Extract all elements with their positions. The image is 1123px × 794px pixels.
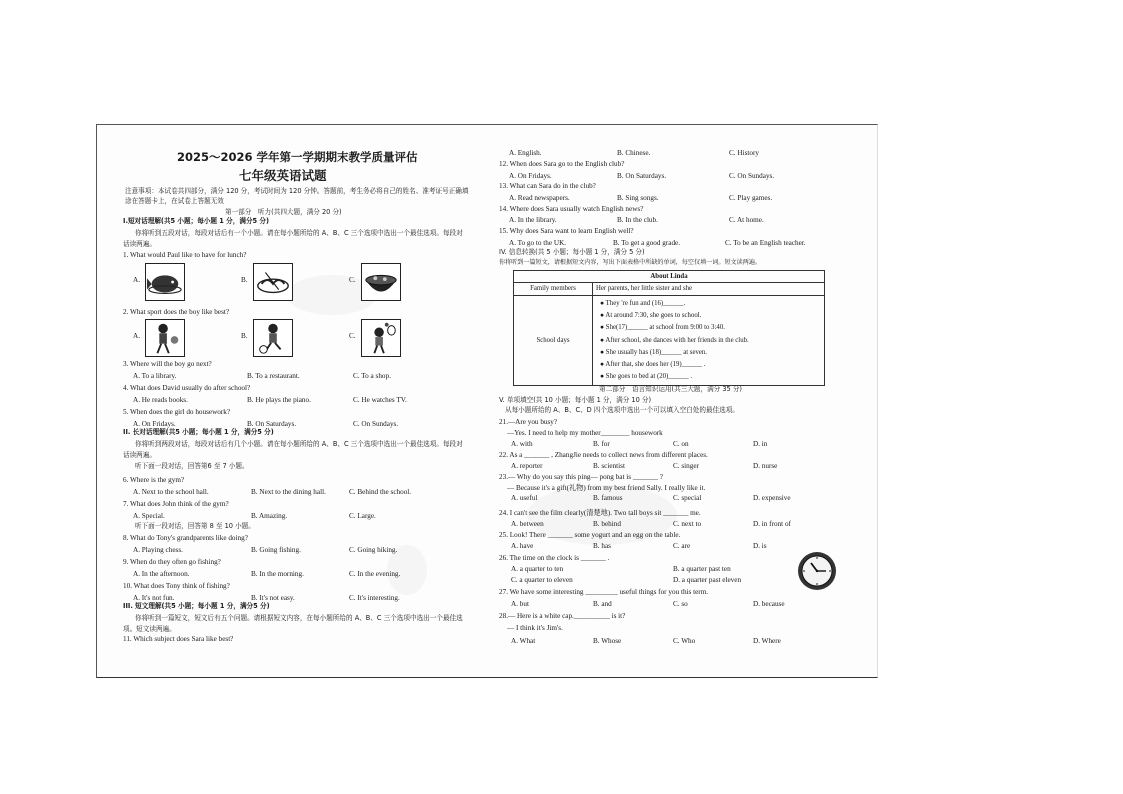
question-26: 26. The time on the clock is _______ .	[499, 554, 610, 562]
question-21: 21.—Are you busy?	[499, 418, 558, 426]
q12-option-a: A. On Fridays.	[509, 172, 552, 180]
q23-option-b: B. famous	[593, 494, 623, 502]
q9-option-c: C. In the evening.	[349, 570, 401, 578]
section2-title: II. 长对话理解(共5 小题；每小题 1 分，满分5 分)	[123, 428, 274, 436]
q6-option-b: B. Next to the dining hall.	[251, 488, 326, 496]
section2-instructions: 你将听到两段对话，每段对话后有几个小题。请在每小题所给的 A、B、C 三个选项中选出一个最佳选项。每段对话读两遍。	[123, 440, 463, 459]
question-10: 10. What does Tony think of fishing?	[123, 582, 230, 590]
q4-option-c: C. He watches TV.	[353, 396, 407, 404]
q5-option-b: B. On Saturdays.	[247, 420, 297, 428]
q2-option-a-label: A.	[133, 332, 140, 340]
q12-option-c: C. On Sundays.	[729, 172, 775, 180]
question-7: 7. What does John think of the gym?	[123, 500, 229, 508]
q21-option-a: A. with	[511, 440, 533, 448]
q22-option-d: D. nurse	[753, 462, 778, 470]
school-days-label: School days	[514, 296, 593, 386]
question-21-reply: —Yes. I need to help my mother________ housework	[507, 429, 663, 437]
q27-option-c: C. so	[673, 600, 688, 608]
q22-option-c: C. singer	[673, 462, 699, 470]
q7-option-b: B. Amazing.	[251, 512, 288, 520]
noodles-picture	[253, 263, 293, 301]
section5-title: V. 单项填空(共 10 小题；每小题 1 分，满分 10 分)	[499, 396, 652, 404]
q8-option-a: A. Playing chess.	[133, 546, 183, 554]
question-22: 22. As a _______ , ZhangJie needs to collect news from different places.	[499, 451, 708, 459]
section1-instructions: 你将听到五段对话，每段对话后有一个小题。请在每小题所给的 A、B、C 三个选项中选出一个最佳选项。每段对话读两遍。	[123, 229, 463, 248]
q27-option-d: D. because	[753, 600, 785, 608]
q28-option-a: A. What	[511, 637, 536, 645]
q15-option-a: A. To go to the UK.	[509, 239, 567, 247]
school-day-item: ● After school, she dances with her friends in the club.	[600, 336, 749, 344]
question-27: 27. We have some interesting _________ useful things for you this term.	[499, 588, 709, 596]
section3-title: III. 短文理解(共5 小题；每小题 1 分，满分5 分)	[123, 602, 270, 610]
q24-option-c: C. next to	[673, 520, 702, 528]
school-day-item: ● She(17)______ at school from 9:00 to 3:40.	[600, 324, 725, 332]
question-28: 28.— Here is a white cap.__________ is it?	[499, 612, 626, 620]
question-28-reply: — I think it's Jim's.	[507, 624, 563, 632]
school-day-item: ● They 're fun and (16)______.	[600, 300, 686, 307]
section4-instructions: 你将听到一篇短文，请根据短文内容，写出下面表格中所缺的单词，每空仅填一词。短文读两遍。	[499, 259, 762, 266]
table-title: About Linda	[514, 271, 825, 283]
q21-option-d: D. in	[753, 440, 768, 448]
question-15: 15. Why does Sara want to learn English well?	[499, 227, 634, 235]
q21-option-c: C. on	[673, 440, 689, 448]
school-day-item: ● She usually has (18)______ at seven.	[600, 348, 707, 356]
basketball-boy-picture	[145, 319, 185, 357]
q3-option-a: A. To a library.	[133, 372, 177, 380]
q2-option-c-label: C.	[349, 332, 356, 340]
question-3: 3. Where will the boy go next?	[123, 360, 212, 368]
q24-option-d: D. in front of	[753, 520, 791, 528]
exam-sheet	[96, 124, 878, 678]
q8-option-c: C. Going hiking.	[349, 546, 398, 554]
q26-option-b: B. a quarter past ten	[673, 565, 731, 573]
section2-sub2: 听下面一段对话，回答第 8 至 10 小题。	[135, 522, 255, 530]
q25-option-d: D. is	[753, 542, 767, 550]
q28-option-c: C. Who	[673, 637, 696, 645]
question-4: 4. What does David usually do after school?	[123, 384, 251, 392]
q1-option-a-label: A.	[133, 276, 140, 284]
section3-instructions: 你将听到一篇短文，短文后有五个问题。请根据短文内容，在每小题所给的 A、B、C 三个选项中选出一个最佳选项。短文读两遍。	[123, 614, 463, 633]
section5-instructions: 从每小题所给的 A、B、C、D 四个选项中选出一个可以填入空白处的最佳选项。	[505, 406, 739, 414]
school-day-item: ● She goes to bed at (20)______ .	[600, 373, 693, 381]
q3-option-b: B. To a restaurant.	[247, 372, 300, 380]
exam-title: 2025～2026 学年第一学期期末教学质量评估	[177, 150, 418, 164]
q15-option-b: B. To get a good grade.	[613, 239, 681, 247]
question-23-reply: — Because it's a gift(礼物) from my best friend Sally. I really like it.	[507, 484, 706, 492]
q2-option-b-label: B.	[241, 332, 248, 340]
q10-option-c: C. It's interesting.	[349, 594, 400, 602]
q11-option-c: C. History	[729, 149, 759, 157]
q26-option-c: C. a quarter to eleven	[511, 576, 573, 584]
q4-option-b: B. He plays the piano.	[247, 396, 311, 404]
school-day-item: ● At around 7:30, she goes to school.	[600, 312, 702, 320]
q10-option-a: A. It's not fun.	[133, 594, 175, 602]
q10-option-b: B. It's not easy.	[251, 594, 295, 602]
question-11: 11. Which subject does Sara like best?	[123, 635, 234, 643]
q25-option-a: A. have	[511, 542, 534, 550]
q23-option-a: A. useful	[511, 494, 538, 502]
q22-option-b: B. scientist	[593, 462, 625, 470]
q14-option-a: A. In the library.	[509, 216, 557, 224]
question-25: 25. Look! There _______ some yogurt and an egg on the table.	[499, 531, 681, 539]
football-boy-picture	[253, 319, 293, 357]
about-linda-table	[513, 270, 825, 386]
q26-option-a: A. a quarter to ten	[511, 565, 564, 573]
q5-option-c: C. On Sundays.	[353, 420, 399, 428]
question-2: 2. What sport does the boy like best?	[123, 308, 230, 316]
q9-option-b: B. In the morning.	[251, 570, 304, 578]
q21-option-b: B. for	[593, 440, 610, 448]
section4-title: IV. 信息转换(共 5 小题；每小题 1 分，满分 5 分)	[499, 248, 645, 256]
family-members-label: Family members	[514, 283, 593, 296]
q13-option-b: B. Sing songs.	[617, 194, 659, 202]
section1-title: I.短对话理解(共5 小题；每小题 1 分，满分5 分)	[123, 217, 270, 225]
fish-picture	[145, 263, 185, 301]
q25-option-b: B. has	[593, 542, 611, 550]
question-23: 23.— Why do you say this ping— pong bat is _______ ?	[499, 473, 663, 481]
q22-option-a: A. reporter	[511, 462, 543, 470]
q24-option-b: B. behind	[593, 520, 621, 528]
q11-option-b: B. Chinese.	[617, 149, 651, 157]
clock-picture	[797, 551, 837, 591]
question-1: 1. What would Paul like to have for lunch?	[123, 251, 247, 259]
question-6: 6. Where is the gym?	[123, 476, 185, 484]
q24-option-a: A. between	[511, 520, 544, 528]
q15-option-c: C. To be an English teacher.	[725, 239, 806, 247]
q23-option-d: D. expensive	[753, 494, 791, 502]
question-13: 13. What can Sara do in the club?	[499, 182, 596, 190]
q14-option-b: B. In the club.	[617, 216, 658, 224]
q28-option-b: B. Whose	[593, 637, 622, 645]
q5-option-a: A. On Fridays.	[133, 420, 176, 428]
q28-option-d: D. Where	[753, 637, 781, 645]
q27-option-b: B. and	[593, 600, 612, 608]
part1-title: 第一部分 听力(共四大题，满分 20 分)	[225, 208, 342, 216]
q13-option-c: C. Play games.	[729, 194, 773, 202]
q13-option-a: A. Read newspapers.	[509, 194, 570, 202]
question-12: 12. When does Sara go to the English club?	[499, 160, 625, 168]
q6-option-c: C. Behind the school.	[349, 488, 412, 496]
q9-option-a: A. In the afternoon.	[133, 570, 190, 578]
q4-option-a: A. He reads books.	[133, 396, 188, 404]
q7-option-a: A. Special.	[133, 512, 165, 520]
question-14: 14. Where does Sara usually watch English news?	[499, 205, 644, 213]
question-9: 9. When do they often go fishing?	[123, 558, 221, 566]
q26-option-d: D. a quarter past eleven	[673, 576, 742, 584]
q8-option-b: B. Going fishing.	[251, 546, 301, 554]
exam-subtitle: 七年级英语试题	[239, 168, 327, 183]
soup-bowl-picture	[361, 263, 401, 301]
q27-option-a: A. but	[511, 600, 529, 608]
question-5: 5. When does the girl do housework?	[123, 408, 231, 416]
q3-option-c: C. To a shop.	[353, 372, 391, 380]
school-days-list	[593, 296, 825, 386]
q25-option-c: C. are	[673, 542, 691, 550]
part2-title: 第二部分 语言知识运用(共三大题，满分 35 分)	[599, 385, 743, 393]
q14-option-c: C. At home.	[729, 216, 764, 224]
q23-option-c: C. special	[673, 494, 702, 502]
notice: 注意事项：本试卷共四部分，满分 120 分，考试时间为 120 分钟。答题前，考生务必将自己的姓名、准考证号正确填涂在答题卡上，在试卷上答题无效	[125, 187, 469, 205]
q7-option-c: C. Large.	[349, 512, 376, 520]
question-24: 24. I can't see the film clearly(清楚地). Two tall boys sit _______ me.	[499, 509, 701, 517]
q11-option-a: A. English.	[509, 149, 542, 157]
tennis-boy-picture	[361, 319, 401, 357]
school-day-item: ● After that, she does her (19)______ .	[600, 361, 706, 369]
q1-option-b-label: B.	[241, 276, 248, 284]
family-members-value: Her parents, her little sister and she	[593, 283, 825, 296]
question-8: 8. What do Tony's grandparents like doing?	[123, 534, 248, 542]
q12-option-b: B. On Saturdays.	[617, 172, 667, 180]
section2-sub1: 听下面一段对话，回答第6 至 7 小题。	[135, 462, 249, 470]
q6-option-a: A. Next to the school hall.	[133, 488, 209, 496]
q1-option-c-label: C.	[349, 276, 356, 284]
